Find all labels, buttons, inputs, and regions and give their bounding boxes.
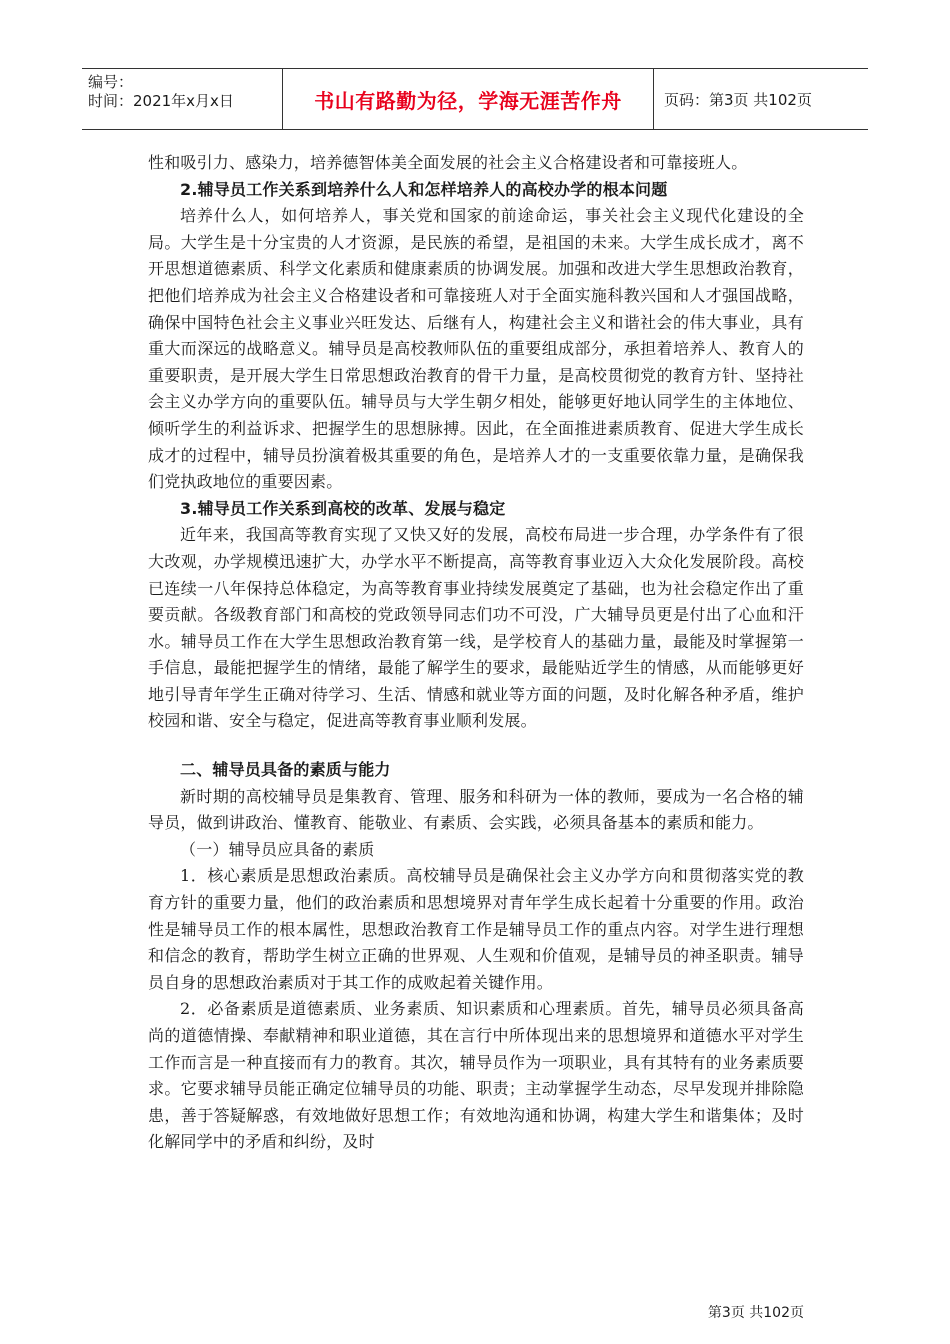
heading-2: 2.辅导员工作关系到培养什么人和怎样培养人的高校办学的根本问题 — [180, 179, 668, 199]
paragraph-6: 2．必备素质是道德素质、业务素质、知识素质和心理素质。首先，辅导员必须具备高尚的道德情操、奉献精神和职业道德，其在言行中所体现出来的思想境界和道德水平对学生工作而言是一种直接而有力的教育。其次，辅导员作为一项职业，具有其特有的业务素质要求。它要求辅导员能正确定位辅导员的功能、职责；主动掌握学生动态，尽早发现并排除隐患，善于答疑解惑，有效地做好思想工作；有效地沟通和协调，构建大学生和谐集体；及时化解同学中的矛盾和纠纷，及时 — [148, 999, 804, 1152]
paragraph-2: 培养什么人，如何培养人，事关党和国家的前途命运，事关社会主义现代化建设的全局。大学生是十分宝贵的人才资源，是民族的希望，是祖国的未来。大学生成长成才，离不开思想道德素质、科学文化素质和健康素质的协调发展。加强和改进大学生思想政治教育，把他们培养成为社会主义合格建设者和可靠接班人对于全面实施科教兴国和人才强国战略，确保中国特色社会主义事业兴旺发达、后继有人，构建社会主义和谐社会的伟大事业，具有重大而深远的战略意义。辅导员是高校教师队伍的重要组成部分，承担着培养人、教育人的重要职责，是开展大学生日常思想政治教育的骨干力量，是高校贯彻党的教育方针、坚持社会主义办学方向的重要队伍。辅导员与大学生朝夕相处，能够更好地认同学生的主体地位、倾听学生的利益诉求、把握学生的思想脉搏。因此，在全面推进素质教育、促进大学生成长成才的过程中，辅导员扮演着极其重要的角色，是培养人才的一支重要依靠力量，是确保我们党执政地位的重要因素。 — [148, 206, 804, 492]
paragraph-4: 新时期的高校辅导员是集教育、管理、服务和科研为一体的教师，要成为一名合格的辅导员，做到讲政治、懂教育、能敬业、有素质、会实践，必须具备基本的素质和能力。 — [148, 786, 804, 833]
page-header — [82, 68, 868, 130]
heading-3: 3.辅导员工作关系到高校的改革、发展与稳定 — [180, 498, 506, 518]
date-text: 时间：2021年x月x日 — [88, 92, 234, 110]
document-body — [148, 150, 804, 1156]
number-label: 编号： — [88, 73, 134, 91]
header-meta — [82, 69, 282, 129]
header-motto: 书山有路勤为径，学海无涯苦作舟 — [282, 69, 654, 129]
page-footer: 第3页 共102页 — [707, 1305, 804, 1321]
paragraph-5: 1．核心素质是思想政治素质。高校辅导员是确保社会主义办学方向和贯彻落实党的教育方针的重要力量，他们的政治素质和思想境界对青年学生成长起着十分重要的作用。政治性是辅导员工作的根本属性，思想政治教育工作是辅导员工作的重点内容。对学生进行理想和信念的教育，帮助学生树立正确的世界观、人生观和价值观，是辅导员的神圣职责。辅导员自身的思想政治素质对于其工作的成败起着关键作用。 — [148, 866, 804, 992]
header-page-number: 页码：第3页 共102页 — [664, 90, 812, 109]
subsection-heading: （一）辅导员应具备的素质 — [180, 839, 375, 859]
section-heading: 二、辅导员具备的素质与能力 — [180, 760, 391, 780]
paragraph-3: 近年来，我国高等教育实现了又快又好的发展，高校布局进一步合理，办学条件有了很大改观，办学规模迅速扩大，办学水平不断提高，高等教育事业迈入大众化发展阶段。高校已连续一八年保持总体稳定，为高等教育事业持续发展奠定了基础，也为社会稳定作出了重要贡献。各级教育部门和高校的党政领导同志们功不可没，广大辅导员更是付出了心血和汗水。辅导员工作在大学生思想政治教育第一线，是学校育人的基础力量，最能及时掌握第一手信息，最能把握学生的情绪，最能了解学生的要求，最能贴近学生的情感，从而能够更好地引导青年学生正确对待学习、生活、情感和就业等方面的问题，及时化解各种矛盾，维护校园和谐、安全与稳定，促进高等教育事业顺利发展。 — [148, 525, 804, 731]
paragraph-1: 性和吸引力、感染力，培养德智体美全面发展的社会主义合格建设者和可靠接班人。 — [148, 153, 748, 172]
